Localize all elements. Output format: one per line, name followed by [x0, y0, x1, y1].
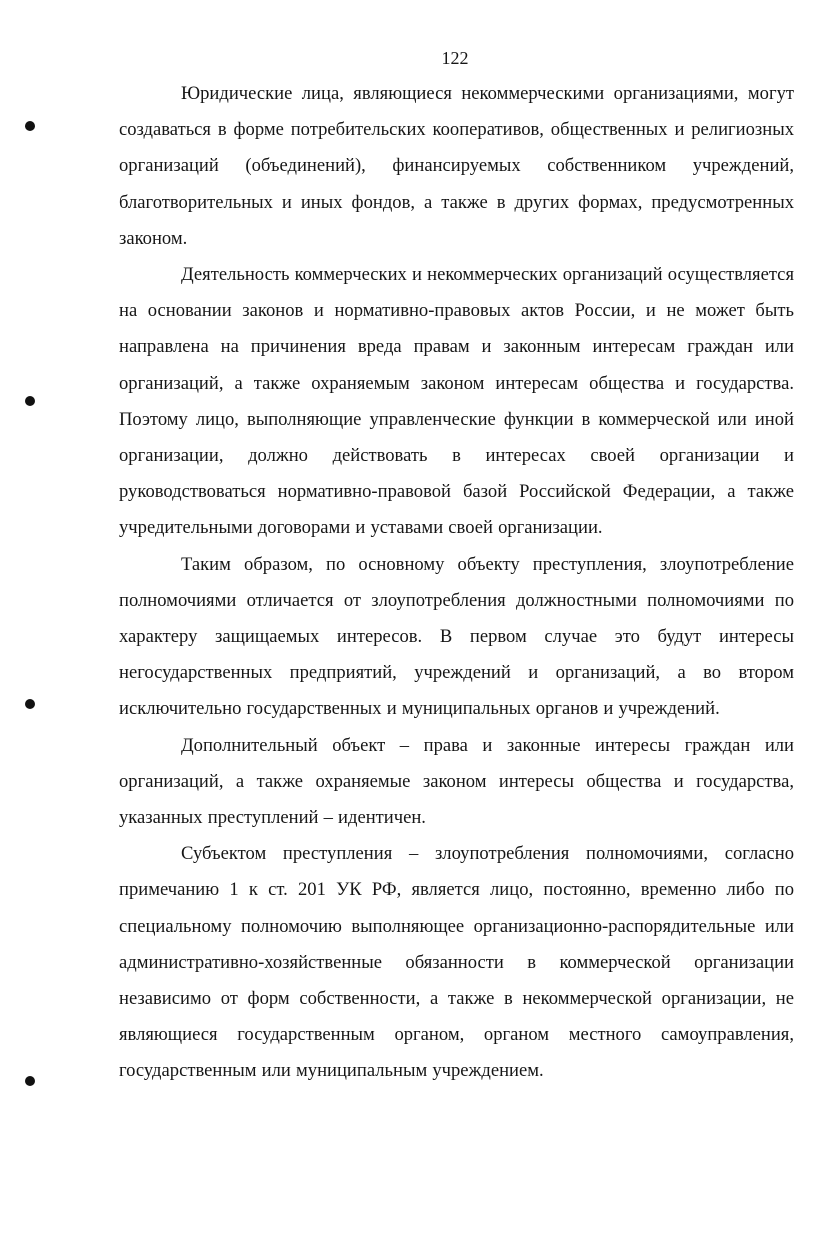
- paragraph: Деятельность коммерческих и некоммерческих организаций осуществляется на основании законов и нормативно-правовых актов России, и не может быть направлена на причинения вреда правам и законным интересам граждан или организаций, а также охраняемым законом интересам общества и государства. Поэтому лицо, выполняющие управленческие функции в коммерческой или иной организации, должно действовать в интересах своей организации и руководствоваться нормативно-правовой базой Российской Федерации, а также учредительными договорами и уставами своей организации.: [119, 264, 794, 539]
- binding-hole-dot: [25, 396, 35, 406]
- binding-hole-dot: [25, 699, 35, 709]
- paragraph: Юридические лица, являющиеся некоммерческими организациями, могут создаваться в форме потребительских кооперативов, общественных и религиозных организаций (объединений), финансируемых собственником учреждений, благотворительных и иных фондов, а также в других формах, предусмотренных законом.: [119, 83, 794, 249]
- page-number: 122: [441, 48, 469, 68]
- paragraph: Дополнительный объект – права и законные интересы граждан или организаций, а также охраняемые законом интересы общества и государства, указанных преступлений – идентичен.: [119, 734, 794, 829]
- binding-hole-dot: [25, 121, 35, 131]
- binding-holes: [0, 0, 60, 1256]
- document-body: [119, 76, 794, 1090]
- binding-hole-dot: [25, 1076, 35, 1086]
- paragraph: Таким образом, по основному объекту преступления, злоупотребление полномочиями отличается от злоупотребления должностными полномочиями по характеру защищаемых интересов. В первом случае это будут интересы негосударственных предприятий, учреждений и организаций, а во втором исключительно государственных и муниципальных органов и учреждений.: [119, 553, 794, 720]
- paragraph: Субъектом преступления – злоупотребления полномочиями, согласно примечанию 1 к ст. 201 УК РФ, является лицо, постоянно, временно либо по специальному полномочию выполняющее организационно-распорядительные или административно-хозяйственные обязанности в коммерческой организации независимо от форм собственности, а также в некоммерческой организации, не являющиеся государственным органом, органом местного самоуправления, государственным или муниципальным учреждением.: [119, 843, 794, 1082]
